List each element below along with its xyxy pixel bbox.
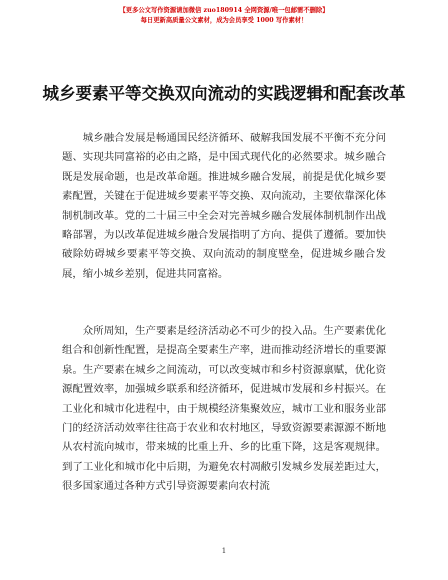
document-title: 城乡要素平等交换双向流动的实践逻辑和配套改革 [42, 84, 406, 103]
promo-banner [0, 6, 448, 26]
body-paragraph-2: 众所周知，生产要素是经济活动必不可少的投入品。生产要素优化组合和创新性配置，是提高全要素生产率，进而推动经济增长的重要源泉。生产要素在城乡之间流动，可以改变城市和乡村资源禀赋，优化资源配置效率，加强城乡联系和经济循环，促进城市发展和乡村振兴。在工业化和城市化进程中，由于规模经济集聚效应，城市工业和服务业部门的经济活动效率往往高于农业和农村地区，导致资源要素源源不断地从农村流向城市，带来城的比重上升、乡的比重下降，这是客观规律。到了工业化和城市化中后期，为避免农村凋敝引发城乡发展差距过大，很多国家通过各种方式引导资源要素向农村流 [62, 325, 386, 493]
body-paragraph-1: 城乡融合发展是畅通国民经济循环、破解我国发展不平衡不充分问题、实现共同富裕的必由之路，是中国式现代化的必然要求。城乡融合既是发展命题，也是改革命题。推进城乡融合发展，前提是优化城乡要素配置，关键在于促进城乡要素平等交换、双向流动，主要依靠深化体制机制改革。党的二十届三中全会对完善城乡融合发展体制机制作出战略部署，为以改革促进城乡融合发展指明了方向、提供了遵循。要加快破除妨碍城乡要素平等交换、双向流动的制度壁垒，促进城乡融合发展，缩小城乡差别，促进共同富裕。 [62, 132, 386, 280]
page-number: 1 [221, 547, 227, 555]
promo-banner-line-1: 【更多公文写作资源请加微信 zuo180914 全网资源/唯一包邮需不删除】 [119, 7, 329, 14]
promo-banner-line-2: 每日更新高质量公文素材，成为会员享受 1000 写作素材！ [140, 17, 308, 24]
